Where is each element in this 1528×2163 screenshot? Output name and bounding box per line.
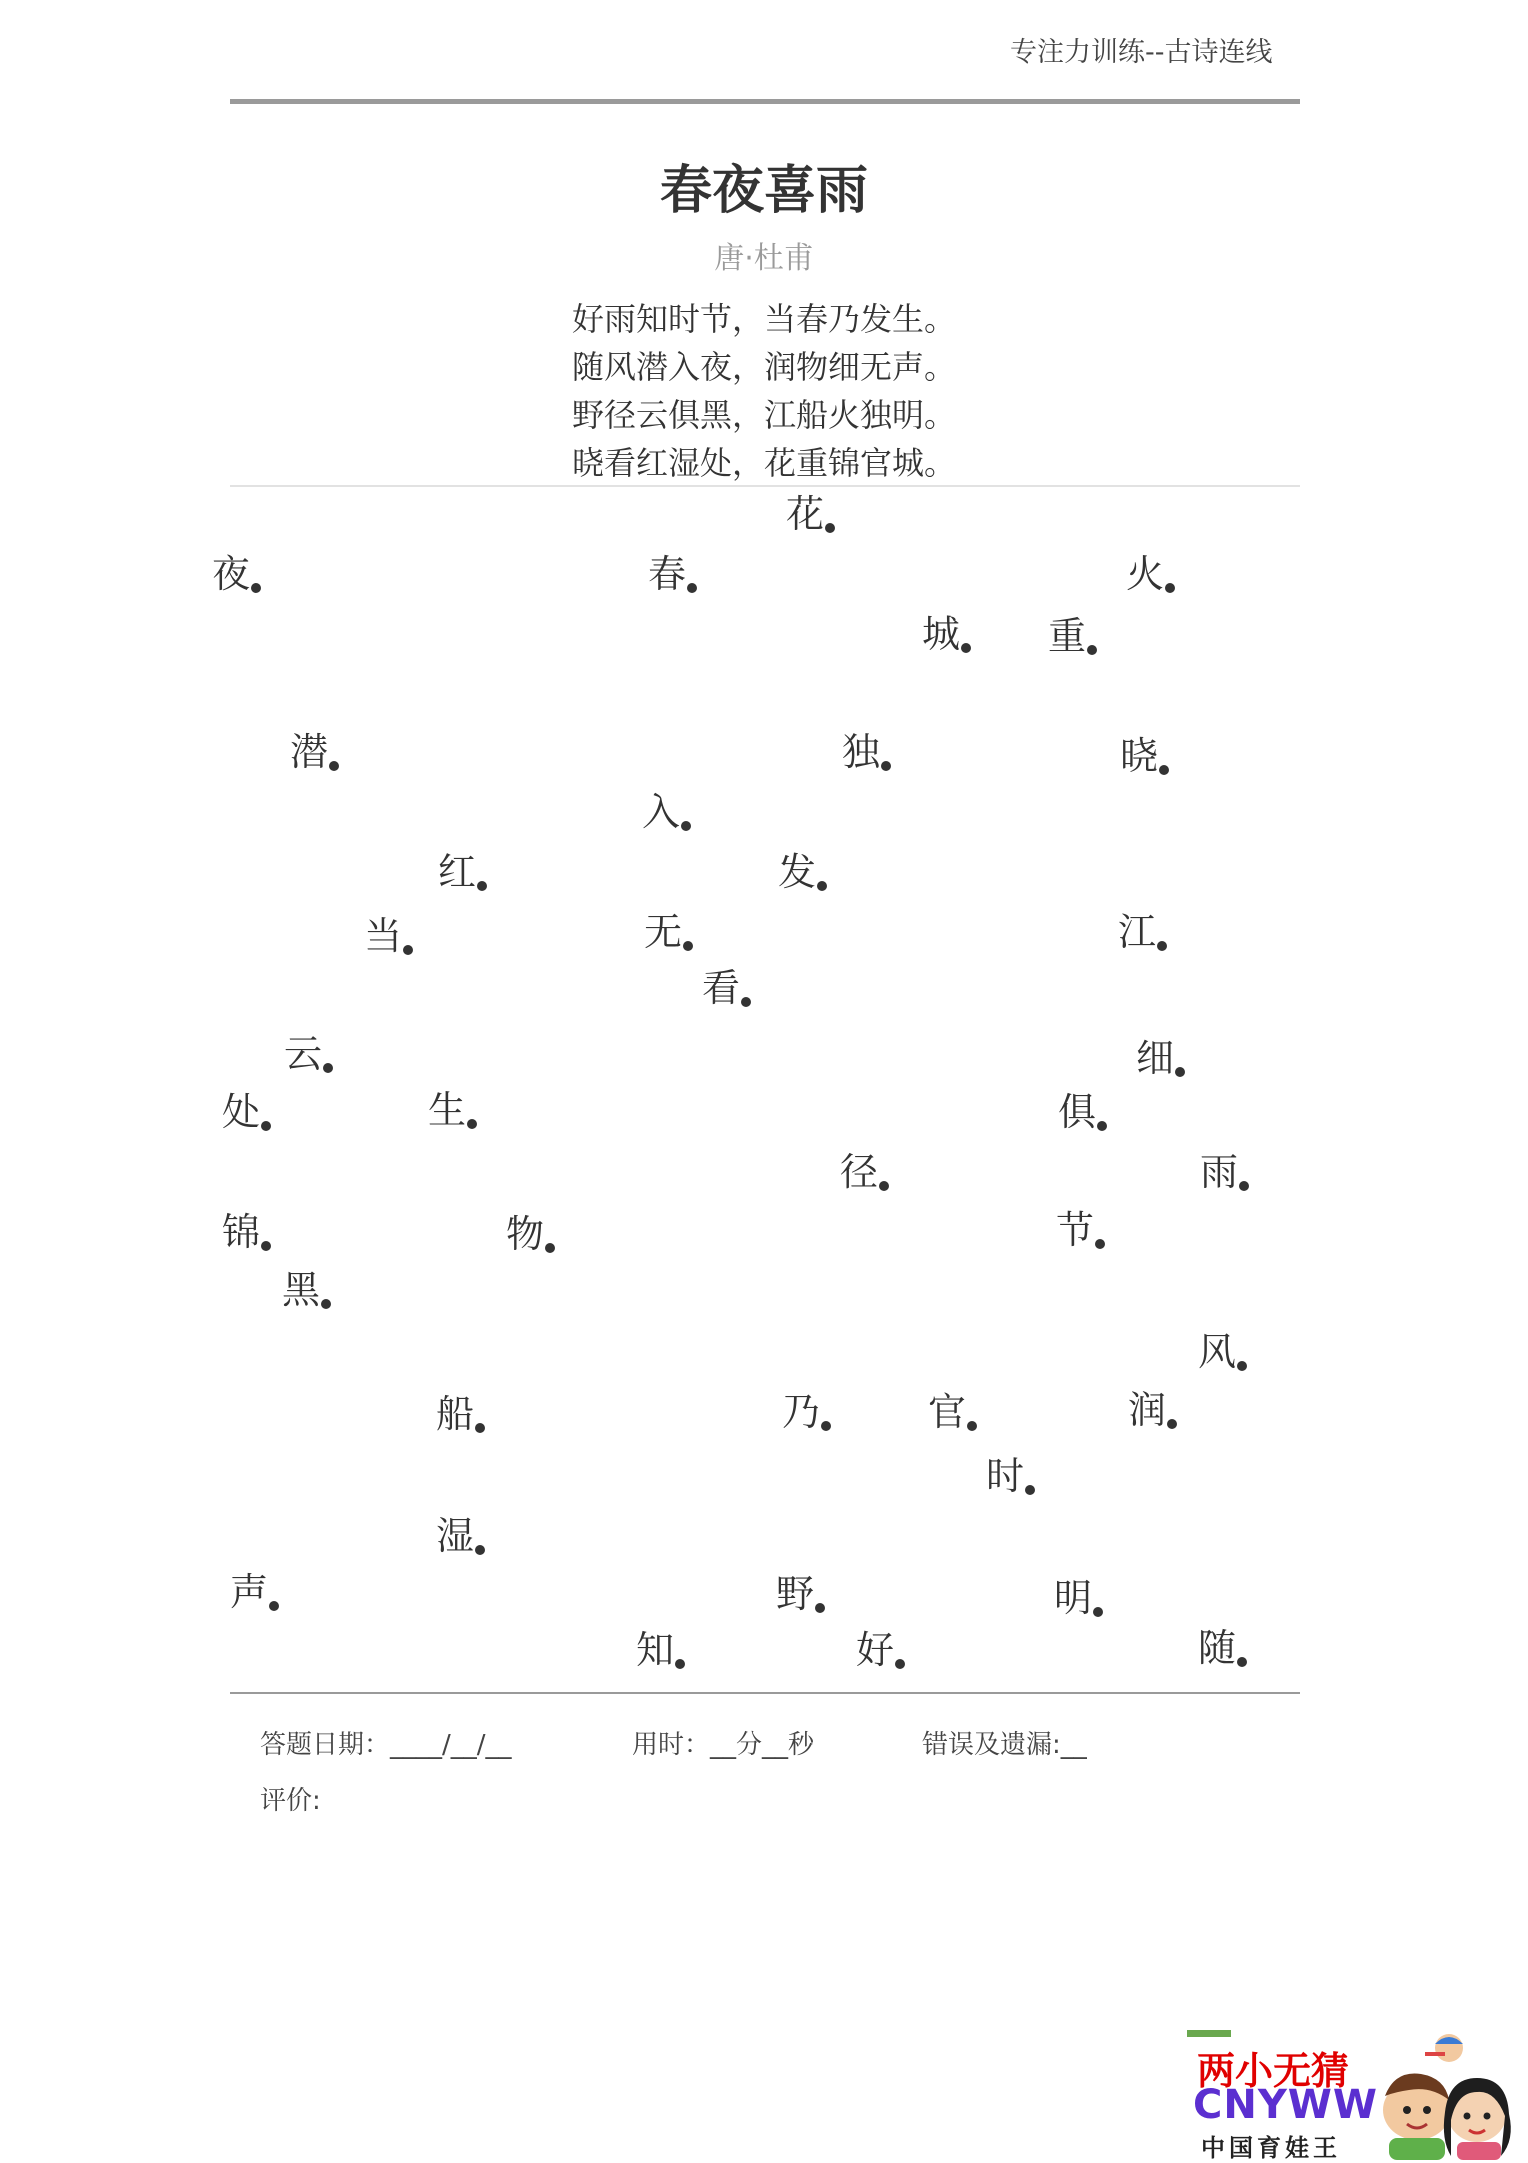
connect-dot-icon[interactable] <box>821 1421 831 1431</box>
poem-text <box>572 295 956 487</box>
connect-dot-icon[interactable] <box>475 1423 485 1433</box>
poem-line: 野径云俱黑，江船火独明。 <box>572 396 957 434</box>
char-node[interactable] <box>1056 1208 1105 1252</box>
char-node[interactable] <box>1198 1330 1247 1374</box>
char-label: 时 <box>986 1454 1025 1498</box>
char-node[interactable] <box>436 1392 485 1436</box>
connect-dot-icon[interactable] <box>269 1601 279 1611</box>
char-label: 润 <box>1128 1388 1167 1432</box>
connect-dot-icon[interactable] <box>683 941 693 951</box>
char-node[interactable] <box>230 1570 279 1614</box>
connect-dot-icon[interactable] <box>1093 1607 1103 1617</box>
logo-chinese-text: 两小无猜 <box>1197 2049 1350 2093</box>
char-label: 湿 <box>436 1514 475 1558</box>
char-label: 处 <box>222 1090 261 1134</box>
errors-field[interactable]: 错误及遗漏:__ <box>922 1730 1087 1760</box>
answer-date-field[interactable]: 答题日期：____/__/__ <box>260 1730 512 1760</box>
logo-english-text: CNYWW <box>1193 2082 1379 2128</box>
char-label: 风 <box>1198 1330 1237 1374</box>
char-label: 城 <box>922 612 961 656</box>
connect-dot-icon[interactable] <box>403 945 413 955</box>
char-label: 花 <box>786 492 825 536</box>
logo-bar <box>1187 2030 1231 2037</box>
connect-dot-icon[interactable] <box>475 1545 485 1555</box>
char-node[interactable] <box>776 1572 825 1616</box>
connect-dot-icon[interactable] <box>261 1121 271 1131</box>
header-text: 专注力训练--古诗连线 <box>1010 37 1273 68</box>
connect-dot-icon[interactable] <box>251 583 261 593</box>
char-label: 野 <box>776 1572 815 1616</box>
char-label: 物 <box>506 1212 545 1256</box>
char-node[interactable] <box>1118 910 1167 954</box>
char-label: 夜 <box>212 552 251 596</box>
connect-dot-icon[interactable] <box>967 1421 977 1431</box>
char-label: 细 <box>1136 1036 1175 1080</box>
connect-dot-icon[interactable] <box>825 523 835 533</box>
separator-rule <box>230 485 1300 487</box>
char-label: 黑 <box>282 1268 321 1312</box>
connect-dot-icon[interactable] <box>1237 1361 1247 1371</box>
char-node[interactable] <box>648 552 697 596</box>
char-node[interactable] <box>840 1150 889 1194</box>
top-rule <box>230 99 1300 104</box>
connect-dot-icon[interactable] <box>879 1181 889 1191</box>
connect-dot-icon[interactable] <box>1087 645 1097 655</box>
char-label: 径 <box>840 1150 879 1194</box>
connect-dot-icon[interactable] <box>961 643 971 653</box>
char-node[interactable] <box>782 1390 831 1434</box>
char-node[interactable] <box>284 1032 333 1076</box>
char-label: 火 <box>1126 552 1165 596</box>
connect-dot-icon[interactable] <box>1167 1419 1177 1429</box>
char-label: 看 <box>702 966 741 1010</box>
char-label: 独 <box>842 730 881 774</box>
char-node[interactable] <box>1128 1388 1177 1432</box>
char-label: 江 <box>1118 910 1157 954</box>
connect-dot-icon[interactable] <box>1159 765 1169 775</box>
connect-dot-icon[interactable] <box>1097 1121 1107 1131</box>
connect-dot-icon[interactable] <box>467 1119 477 1129</box>
char-node[interactable] <box>364 914 413 958</box>
connect-dot-icon[interactable] <box>675 1659 685 1669</box>
char-node[interactable] <box>428 1088 477 1132</box>
poem-line: 随风潜入夜，润物细无声。 <box>572 348 957 386</box>
char-node[interactable] <box>636 1628 685 1672</box>
char-node[interactable] <box>290 730 339 774</box>
char-node[interactable] <box>928 1390 977 1434</box>
char-label: 晓 <box>1120 734 1159 778</box>
connect-dot-icon[interactable] <box>1025 1485 1035 1495</box>
char-node[interactable] <box>436 1514 485 1558</box>
connect-dot-icon[interactable] <box>323 1063 333 1073</box>
char-node[interactable] <box>842 730 891 774</box>
connect-dot-icon[interactable] <box>1237 1657 1247 1667</box>
char-label: 船 <box>436 1392 475 1436</box>
char-label: 春 <box>648 552 687 596</box>
char-label: 发 <box>778 850 817 894</box>
char-node[interactable] <box>222 1090 271 1134</box>
char-node[interactable] <box>1120 734 1169 778</box>
bottom-rule <box>230 1692 1300 1694</box>
connect-dot-icon[interactable] <box>687 583 697 593</box>
char-node[interactable] <box>1058 1090 1107 1134</box>
connect-dot-icon[interactable] <box>895 1659 905 1669</box>
connect-dot-icon[interactable] <box>815 1603 825 1613</box>
char-label: 锦 <box>222 1210 261 1254</box>
connect-dot-icon[interactable] <box>329 761 339 771</box>
char-label: 乃 <box>782 1390 821 1434</box>
brand-logo <box>1185 2030 1528 2160</box>
logo-subtitle: 中国育娃王 <box>1201 2134 1341 2162</box>
char-label: 生 <box>428 1088 467 1132</box>
char-node[interactable] <box>1136 1036 1185 1080</box>
poem-title: 春夜喜雨 <box>659 161 868 221</box>
char-node[interactable] <box>506 1212 555 1256</box>
comment-field[interactable]: 评价: <box>260 1786 321 1816</box>
connect-dot-icon[interactable] <box>261 1241 271 1251</box>
char-label: 入 <box>642 790 681 834</box>
char-node[interactable] <box>786 492 835 536</box>
char-label: 云 <box>284 1032 323 1076</box>
char-node[interactable] <box>986 1454 1035 1498</box>
char-node[interactable] <box>1048 614 1097 658</box>
connect-dot-icon[interactable] <box>1157 941 1167 951</box>
char-node[interactable] <box>778 850 827 894</box>
char-label: 知 <box>636 1628 675 1672</box>
char-label: 当 <box>364 914 403 958</box>
char-node[interactable] <box>642 790 691 834</box>
char-label: 明 <box>1054 1576 1093 1620</box>
char-node[interactable] <box>856 1628 905 1672</box>
char-node[interactable] <box>282 1268 331 1312</box>
char-node[interactable] <box>644 910 693 954</box>
poem-line: 好雨知时节，当春乃发生。 <box>572 300 957 338</box>
connect-dot-icon[interactable] <box>681 821 691 831</box>
char-node[interactable] <box>1054 1576 1103 1620</box>
poem-author: 唐·杜甫 <box>714 241 814 276</box>
char-node[interactable] <box>922 612 971 656</box>
char-label: 俱 <box>1058 1090 1097 1134</box>
char-node[interactable] <box>1126 552 1175 596</box>
char-node[interactable] <box>222 1210 271 1254</box>
connect-dot-icon[interactable] <box>1239 1181 1249 1191</box>
connect-dot-icon[interactable] <box>477 881 487 891</box>
time-used-field[interactable]: 用时：__分__秒 <box>632 1730 815 1760</box>
connect-dot-icon[interactable] <box>1165 583 1175 593</box>
connect-dot-icon[interactable] <box>741 997 751 1007</box>
char-label: 声 <box>230 1570 269 1614</box>
connect-dot-icon[interactable] <box>1175 1067 1185 1077</box>
char-node[interactable] <box>1200 1150 1249 1194</box>
cartoon-kids-icon <box>1365 2030 1525 2160</box>
char-node[interactable] <box>438 850 487 894</box>
connect-dot-icon[interactable] <box>817 881 827 891</box>
char-label: 红 <box>438 850 477 894</box>
char-label: 官 <box>928 1390 967 1434</box>
char-node[interactable] <box>212 552 261 596</box>
char-label: 潜 <box>290 730 329 774</box>
char-label: 重 <box>1048 614 1087 658</box>
char-node[interactable] <box>1198 1626 1247 1670</box>
poem-line: 晓看红湿处，花重锦官城。 <box>572 444 957 482</box>
connect-dot-icon[interactable] <box>1095 1239 1105 1249</box>
connect-dot-icon[interactable] <box>881 761 891 771</box>
char-label: 随 <box>1198 1626 1237 1670</box>
char-label: 好 <box>856 1628 895 1672</box>
char-label: 雨 <box>1200 1150 1239 1194</box>
connect-dot-icon[interactable] <box>545 1243 555 1253</box>
char-label: 无 <box>644 910 683 954</box>
char-node[interactable] <box>702 966 751 1010</box>
connect-dot-icon[interactable] <box>321 1299 331 1309</box>
char-label: 节 <box>1056 1208 1095 1252</box>
